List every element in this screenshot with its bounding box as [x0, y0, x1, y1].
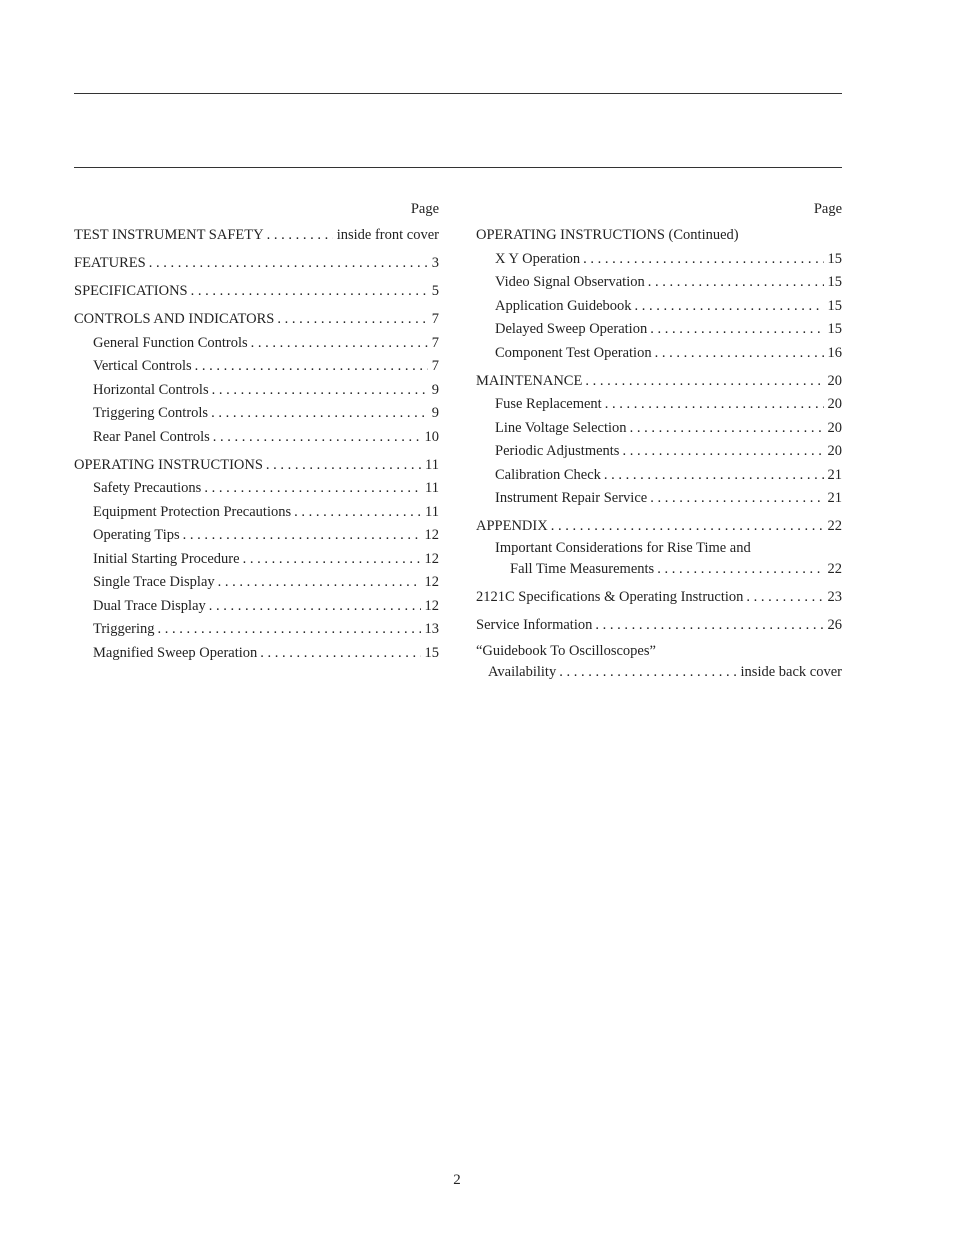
- toc-entry[interactable]: [74, 477, 439, 501]
- toc-entry[interactable]: [74, 252, 439, 276]
- toc-entry-rise-time-line2[interactable]: [476, 558, 842, 582]
- toc-entry-label: 2121C Specifications & Operating Instruction: [476, 588, 744, 605]
- leader-dots: [622, 440, 823, 464]
- toc-entry-service-information[interactable]: [476, 614, 842, 638]
- toc-entry-page: 20: [827, 396, 842, 412]
- leader-dots: [657, 558, 823, 582]
- toc-entry[interactable]: [74, 224, 439, 248]
- toc-entry-label: Video Signal Observation: [495, 274, 645, 290]
- toc-entry-label: Triggering Controls: [93, 405, 209, 421]
- toc-entry-label: Horizontal Controls: [93, 381, 209, 398]
- toc-entry-label: Delayed Sweep Operation: [495, 321, 648, 337]
- toc-entry-page: 12: [424, 527, 439, 543]
- toc-entry-page: 20: [827, 443, 842, 459]
- toc-entry-label: Periodic Adjustments: [495, 443, 620, 459]
- toc-entry-label: APPENDIX: [476, 518, 548, 534]
- toc-entry-page: 21: [827, 490, 842, 506]
- toc-entry[interactable]: [74, 618, 439, 642]
- toc-entry[interactable]: [74, 642, 439, 666]
- toc-entry[interactable]: [74, 501, 439, 525]
- leader-dots: [267, 224, 333, 248]
- toc-entry[interactable]: [74, 402, 439, 426]
- toc-entry-rise-time-line1[interactable]: Important Considerations for Rise Time and: [495, 539, 751, 556]
- toc-entry[interactable]: [74, 454, 439, 478]
- toc-entry-page: 20: [827, 419, 842, 436]
- toc-entry-page: 9: [431, 381, 439, 398]
- toc-entry[interactable]: [476, 487, 842, 511]
- toc-entry-page: 23: [827, 588, 842, 605]
- leader-dots: [655, 342, 824, 366]
- toc-entry-page: 15: [827, 274, 842, 290]
- toc-entry-page: 11: [425, 456, 439, 473]
- toc-entry-page: 15: [827, 297, 842, 314]
- toc-entry-label: Vertical Controls: [93, 358, 192, 374]
- leader-dots: [595, 614, 823, 638]
- leader-dots: [605, 393, 824, 417]
- toc-entry-page: 12: [424, 597, 439, 614]
- toc-entry[interactable]: [74, 548, 439, 572]
- toc-entry-label: Rear Panel Controls: [93, 428, 210, 445]
- toc-entry-label: Service Information: [476, 616, 593, 633]
- toc-entry[interactable]: [476, 440, 842, 464]
- toc-entry-label: Safety Precautions: [93, 480, 202, 496]
- leader-dots: [251, 332, 428, 356]
- toc-entry-page: 22: [827, 560, 842, 577]
- toc-entry-maintenance[interactable]: [476, 370, 842, 394]
- toc-entry-page: 15: [424, 644, 439, 661]
- toc-entry[interactable]: [74, 524, 439, 548]
- page-column-heading: Page: [410, 201, 439, 217]
- toc-entry-page: 9: [431, 405, 439, 421]
- toc-entry[interactable]: [476, 318, 842, 342]
- toc-entry-page: 7: [431, 358, 439, 374]
- toc-entry-appendix[interactable]: [476, 515, 842, 539]
- leader-dots: [191, 280, 428, 304]
- toc-entry-page: 13: [424, 621, 439, 637]
- toc-entry-label: Instrument Repair Service: [495, 490, 648, 506]
- toc-entry[interactable]: [74, 426, 439, 450]
- toc-entry-page: 22: [827, 518, 842, 534]
- toc-operating-items: [476, 248, 842, 366]
- toc-entry-label: OPERATING INSTRUCTIONS: [74, 456, 263, 473]
- leader-dots: [266, 454, 421, 478]
- toc-entry-page: 12: [424, 550, 439, 567]
- toc-entry-page: 11: [425, 503, 439, 520]
- toc-heading-operating-continued[interactable]: OPERATING INSTRUCTIONS (Continued): [476, 227, 739, 243]
- toc-entry-label: X Y Operation: [495, 250, 581, 267]
- toc-entry-label: Magnified Sweep Operation: [93, 644, 258, 661]
- toc-entry[interactable]: [476, 295, 842, 319]
- toc-entry-label: Component Test Operation: [495, 344, 652, 361]
- toc-entry[interactable]: [476, 271, 842, 295]
- toc-entry-label: Dual Trace Display: [93, 597, 206, 614]
- leader-dots: [746, 586, 823, 610]
- leader-dots: [650, 487, 823, 511]
- toc-entry-page: inside front cover: [336, 227, 439, 243]
- leader-dots: [195, 355, 428, 379]
- toc-entry-guidebook-line2[interactable]: [476, 661, 842, 685]
- toc-right-column: [476, 200, 842, 684]
- toc-entry-label: Initial Starting Procedure: [93, 550, 240, 567]
- toc-entry-label: Calibration Check: [495, 466, 601, 483]
- leader-dots: [209, 595, 421, 619]
- toc-entry-label: Application Guidebook: [495, 297, 632, 314]
- leader-dots: [213, 426, 421, 450]
- toc-entry-page: 7: [431, 311, 439, 327]
- toc-left-entries: [74, 224, 439, 665]
- leader-dots: [204, 477, 421, 501]
- toc-entry[interactable]: [74, 280, 439, 304]
- toc-entry-2121c-specs[interactable]: [476, 586, 842, 610]
- toc-entry-page: 15: [827, 250, 842, 267]
- leader-dots: [630, 417, 824, 441]
- toc-entry-label: Fuse Replacement: [495, 396, 602, 412]
- toc-entry-label: Triggering: [93, 621, 155, 637]
- toc-entry-page: 20: [827, 372, 842, 389]
- toc-entry-label: FEATURES: [74, 255, 146, 271]
- toc-entry[interactable]: [476, 393, 842, 417]
- leader-dots: [243, 548, 421, 572]
- toc-entry-page: inside back cover: [740, 663, 842, 680]
- toc-left-column: [74, 200, 439, 665]
- header-rule: [74, 167, 842, 168]
- toc-entry-label: General Function Controls: [93, 334, 248, 351]
- toc-entry-page: 3: [431, 255, 439, 271]
- leader-dots: [551, 515, 824, 539]
- toc-entry[interactable]: [74, 379, 439, 403]
- toc-entry-page: 12: [424, 574, 439, 590]
- toc-entry-label: Fall Time Measurements: [510, 560, 655, 577]
- toc-entry-page: 15: [827, 321, 842, 337]
- toc-entry-label: Availability: [488, 663, 557, 680]
- page-number: 2: [453, 1172, 461, 1188]
- toc-entry[interactable]: [74, 308, 439, 332]
- leader-dots: [149, 252, 428, 276]
- leader-dots: [158, 618, 421, 642]
- toc-entry-page: 16: [827, 344, 842, 361]
- toc-maintenance-items: [476, 393, 842, 511]
- toc-entry[interactable]: [476, 248, 842, 272]
- toc-entry[interactable]: [74, 595, 439, 619]
- leader-dots: [260, 642, 420, 666]
- leader-dots: [218, 571, 421, 595]
- leader-dots: [583, 248, 823, 272]
- toc-entry[interactable]: [74, 332, 439, 356]
- leader-dots: [635, 295, 824, 319]
- toc-entry-label: MAINTENANCE: [476, 372, 583, 389]
- toc-entry-page: 7: [431, 334, 439, 351]
- toc-entry-label: Single Trace Display: [93, 574, 215, 590]
- toc-entry-label: SPECIFICATIONS: [74, 283, 188, 299]
- leader-dots: [585, 370, 823, 394]
- toc-entry[interactable]: [476, 464, 842, 488]
- toc-entry-page: 11: [425, 480, 439, 496]
- leader-dots: [277, 308, 427, 332]
- leader-dots: [211, 402, 428, 426]
- leader-dots: [212, 379, 428, 403]
- toc-entry[interactable]: [74, 571, 439, 595]
- toc-entry[interactable]: [476, 417, 842, 441]
- toc-entry-page: 26: [827, 616, 842, 633]
- toc-entry-page: 5: [431, 283, 439, 299]
- toc-entry-page: 10: [424, 428, 439, 445]
- page-column-heading: Page: [813, 201, 842, 217]
- leader-dots: [183, 524, 421, 548]
- leader-dots: [648, 271, 824, 295]
- toc-entry-label: Line Voltage Selection: [495, 419, 627, 436]
- toc-entry-label: Operating Tips: [93, 527, 180, 543]
- toc-entry-label: Equipment Protection Precautions: [93, 503, 292, 520]
- toc-entry-page: 21: [827, 466, 842, 483]
- toc-entry-label: CONTROLS AND INDICATORS: [74, 311, 275, 327]
- toc-entry-guidebook-line1[interactable]: “Guidebook To Oscilloscopes”: [476, 642, 656, 659]
- leader-dots: [650, 318, 823, 342]
- toc-entry-label: TEST INSTRUMENT SAFETY: [74, 227, 264, 243]
- leader-dots: [559, 661, 736, 685]
- toc-entry[interactable]: [476, 342, 842, 366]
- leader-dots: [294, 501, 421, 525]
- top-rule: [74, 93, 842, 94]
- leader-dots: [604, 464, 824, 488]
- toc-entry[interactable]: [74, 355, 439, 379]
